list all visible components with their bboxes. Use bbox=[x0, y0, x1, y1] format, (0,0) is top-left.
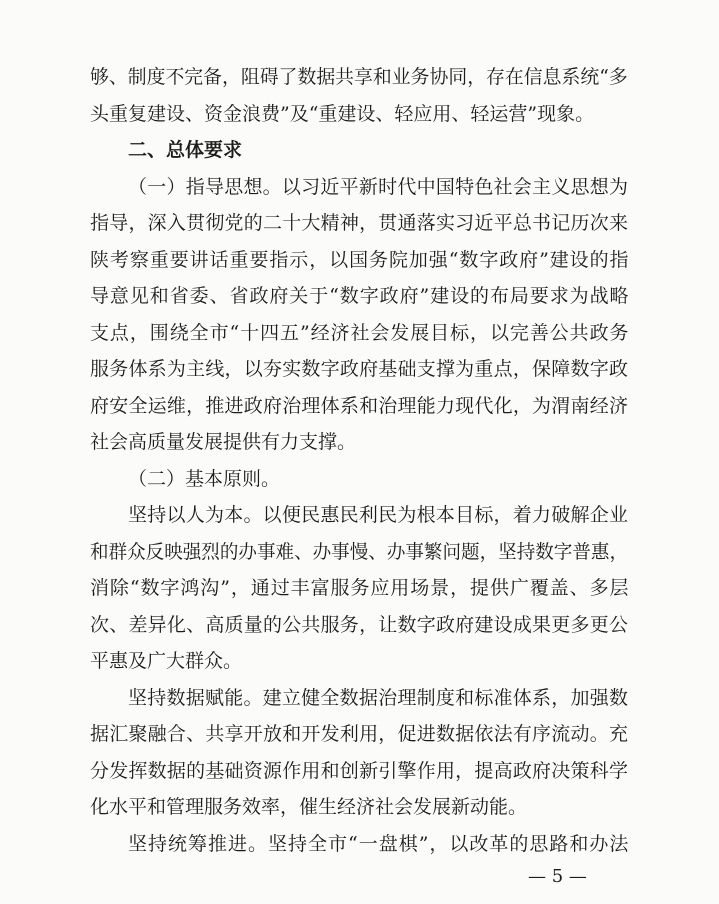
text-line-7: 导意见和省委、省政府关于“数字政府”建设的布局要求为战略 bbox=[90, 285, 630, 307]
text-line-21: 化水平和管理服务效率，催生经济社会发展新动能。 bbox=[90, 796, 528, 818]
text-line-22: 坚持统筹推进。坚持全市“一盘棋”，以改革的思路和办法 bbox=[128, 833, 630, 855]
text-line-11: 社会高质量发展提供有力支撑。 bbox=[90, 431, 357, 453]
text-line-19: 据汇聚融合、共享开放和开发利用，促进数据依法有序流动。充 bbox=[90, 723, 629, 745]
subsection-heading: （二）基本原则。 bbox=[128, 468, 281, 490]
text-line-5: 指导，深入贯彻党的二十大精神，贯通落实习近平总书记历次来 bbox=[90, 212, 629, 234]
text-line-20: 分发挥数据的基础资源作用和创新引擎作用，提高政府决策科学 bbox=[90, 760, 629, 782]
text-line-6: 陕考察重要讲话重要指示，以国务院加强“数字政府”建设的指 bbox=[90, 249, 630, 271]
text-line-17: 平惠及广大群众。 bbox=[90, 650, 243, 672]
text-line-16: 次、差异化、高质量的公共服务，让数字政府建设成果更多更公 bbox=[90, 614, 629, 636]
text-line-4: （一）指导思想。以习近平新时代中国特色社会主义思想为 bbox=[128, 176, 629, 198]
text-line-1: 够、制度不完备，阻碍了数据共享和业务协同，存在信息系统“多 bbox=[90, 66, 628, 88]
text-line-14: 和群众反映强烈的办事难、办事慢、办事繁问题，坚持数字普惠， bbox=[90, 541, 629, 563]
text-line-8: 支点，围绕全市“十四五”经济社会发展目标，以完善公共政务 bbox=[90, 322, 630, 344]
section-heading: 二、总体要求 bbox=[128, 139, 243, 161]
text-line-18: 坚持数据赋能。建立健全数据治理制度和标准体系，加强数 bbox=[128, 687, 629, 709]
text-line-13: 坚持以人为本。以便民惠民利民为根本目标，着力破解企业 bbox=[128, 504, 629, 526]
page-number: — 5 — bbox=[528, 866, 587, 887]
text-line-9: 服务体系为主线，以夯实数字政府基础支撑为重点，保障数字政 bbox=[90, 358, 629, 380]
text-line-2: 头重复建设、资金浪费”及“重建设、轻应用、轻运营”现象。 bbox=[90, 103, 595, 125]
text-line-10: 府安全运维，推进政府治理体系和治理能力现代化，为渭南经济 bbox=[90, 395, 629, 417]
text-line-15: 消除“数字鸿沟”，通过丰富服务应用场景，提供广覆盖、多层 bbox=[90, 577, 630, 599]
